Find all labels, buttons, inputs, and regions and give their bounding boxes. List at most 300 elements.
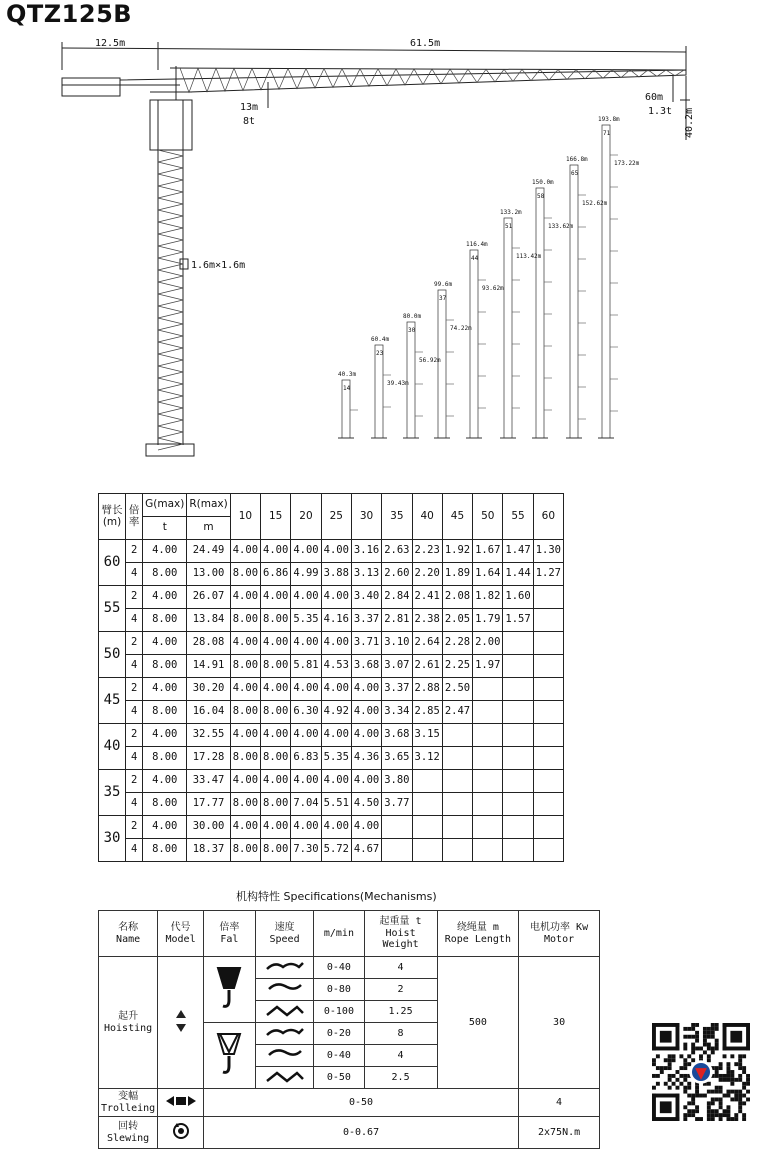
rmax-cell: 14.91 xyxy=(187,655,230,678)
fall-cell: 2 xyxy=(126,816,143,839)
mast-truss-member xyxy=(158,234,183,246)
load-cell: 4.00 xyxy=(351,816,381,839)
fall-cell: 4 xyxy=(126,839,143,862)
load-cell xyxy=(503,655,533,678)
load-cell xyxy=(442,770,472,793)
load-header-row xyxy=(99,494,564,517)
mast-truss-member xyxy=(158,378,183,390)
load-cell: 2.00 xyxy=(473,632,503,655)
load-cell: 2.38 xyxy=(412,609,442,632)
hdr-r-unit: m xyxy=(187,517,230,540)
load-cell: 4.00 xyxy=(321,678,351,701)
load-cell: 4.00 xyxy=(261,816,291,839)
load-cell: 4.00 xyxy=(351,724,381,747)
load-cell: 7.30 xyxy=(291,839,321,862)
mast-truss-member xyxy=(158,306,183,318)
mast-truss-member xyxy=(158,246,183,258)
tower-height-label: 133.2m xyxy=(500,209,522,216)
mast-truss-member xyxy=(158,342,183,354)
hdr-rope-en: Rope Length xyxy=(444,933,511,945)
load-cell xyxy=(533,701,563,724)
tower-config xyxy=(338,371,358,438)
tower-section-count: 65 xyxy=(571,170,579,177)
jib-truss-member xyxy=(378,69,396,86)
table-row xyxy=(99,540,564,563)
load-cell: 2.25 xyxy=(442,655,472,678)
table-row xyxy=(99,563,564,586)
hdr-rmax: R(max) xyxy=(187,494,230,517)
load-cell: 1.92 xyxy=(442,540,472,563)
load-cell: 4.00 xyxy=(230,724,260,747)
load-cell: 8.00 xyxy=(230,701,260,724)
fall-cell: 4 xyxy=(126,609,143,632)
load-cell: 3.88 xyxy=(321,563,351,586)
load-cell: 4.00 xyxy=(230,586,260,609)
fall-cell: 4 xyxy=(126,655,143,678)
jib-truss-member xyxy=(360,69,378,86)
tower-mast xyxy=(602,125,610,438)
load-cell xyxy=(412,816,442,839)
speed-icon-4 xyxy=(265,1025,305,1039)
table-row xyxy=(99,701,564,724)
load-cell: 4.00 xyxy=(351,701,381,724)
load-cell: 2.60 xyxy=(382,563,412,586)
tower-mast xyxy=(570,165,578,438)
load-cell: 8.00 xyxy=(261,655,291,678)
load-cell: 2.08 xyxy=(442,586,472,609)
tower-section-count: 14 xyxy=(343,385,351,392)
jib-truss-member xyxy=(270,68,288,89)
load-cell: 3.07 xyxy=(382,655,412,678)
jib-length-label: 61.5m xyxy=(410,38,441,49)
hoist-motor: 30 xyxy=(519,957,600,1089)
load-root-weight-label: 8t xyxy=(243,116,256,127)
hdr-radius: 35 xyxy=(382,494,412,540)
jib-truss-member xyxy=(180,68,198,92)
mast-truss-member xyxy=(158,402,183,414)
load-cell xyxy=(473,747,503,770)
jib-truss-member xyxy=(576,70,594,79)
hdr-radius: 10 xyxy=(230,494,260,540)
table-row xyxy=(99,724,564,747)
table-row xyxy=(99,609,564,632)
two-fall-hook-icon xyxy=(214,964,244,1012)
mast-truss-member xyxy=(158,318,183,330)
hoist-weight-5: 4 xyxy=(364,1045,437,1067)
load-cell xyxy=(412,793,442,816)
jib-length-cell: 40 xyxy=(99,724,126,770)
load-cell: 3.77 xyxy=(382,793,412,816)
load-cell: 4.00 xyxy=(230,678,260,701)
load-cell: 1.30 xyxy=(533,540,563,563)
load-cell: 3.37 xyxy=(351,609,381,632)
four-fall-hook-icon xyxy=(214,1030,244,1078)
gmax-cell: 8.00 xyxy=(143,793,187,816)
load-cell: 5.51 xyxy=(321,793,351,816)
load-cell xyxy=(533,724,563,747)
load-cell: 1.27 xyxy=(533,563,563,586)
jib-length-cell: 30 xyxy=(99,816,126,862)
load-cell xyxy=(533,655,563,678)
load-cell: 4.16 xyxy=(321,609,351,632)
tower-tie-height-label: 93.62m xyxy=(482,285,504,292)
hdr-radius: 60 xyxy=(533,494,563,540)
hdr-fall: 倍率 xyxy=(126,494,143,540)
load-cell: 3.40 xyxy=(351,586,381,609)
load-cell: 4.92 xyxy=(321,701,351,724)
hdr-radius: 45 xyxy=(442,494,472,540)
mast-truss-member xyxy=(158,354,183,366)
hoist-weight-1: 4 xyxy=(364,957,437,979)
tower-mast xyxy=(470,250,478,438)
hdr-radius: 50 xyxy=(473,494,503,540)
tower-mast xyxy=(504,218,512,438)
hdr-weight-en: Hoist Weight xyxy=(382,927,419,951)
hoist-arrows-icon xyxy=(174,1008,188,1034)
tower-config xyxy=(466,241,504,438)
load-cell xyxy=(473,816,503,839)
table-row xyxy=(99,678,564,701)
load-cell xyxy=(503,678,533,701)
load-cell: 4.99 xyxy=(291,563,321,586)
mast-truss-member xyxy=(158,162,183,174)
load-cell: 3.68 xyxy=(351,655,381,678)
load-cell xyxy=(503,816,533,839)
tower-config xyxy=(532,179,574,438)
hoist-speed-1: 0-40 xyxy=(314,957,364,979)
load-cell: 4.00 xyxy=(321,540,351,563)
load-cell: 4.00 xyxy=(261,586,291,609)
gmax-cell: 8.00 xyxy=(143,839,187,862)
tower-config xyxy=(371,336,409,438)
jib-length-cell: 50 xyxy=(99,632,126,678)
load-cell: 4.00 xyxy=(321,770,351,793)
tip-height-label: 40.2m xyxy=(684,107,695,138)
hdr-weight-cn: 起重量 t xyxy=(379,916,422,928)
mast-truss-member xyxy=(158,330,183,342)
slew-row xyxy=(99,1117,600,1149)
hoist-speed-6: 0-50 xyxy=(314,1067,364,1089)
trolley-speed: 0-50 xyxy=(203,1089,518,1117)
hdr-radius: 30 xyxy=(351,494,381,540)
jib-truss-member xyxy=(234,68,252,90)
tower-height-label: 150.0m xyxy=(532,179,554,186)
jib-truss-member xyxy=(252,68,270,90)
hoist-row xyxy=(99,957,600,979)
hdr-motor-cn: 电机功率 Kw xyxy=(530,922,589,933)
load-cell xyxy=(473,793,503,816)
load-cell: 8.00 xyxy=(230,563,260,586)
speed-icon-6 xyxy=(265,1069,305,1083)
load-cell xyxy=(503,747,533,770)
jib-length-cell: 60 xyxy=(99,540,126,586)
hdr-unit: m/min xyxy=(314,911,364,957)
jib-truss-member xyxy=(324,69,342,88)
spec-title: 机构特性 Specifications(Mechanisms) xyxy=(236,890,437,903)
gmax-cell: 8.00 xyxy=(143,609,187,632)
load-cell: 4.00 xyxy=(321,632,351,655)
hdr-g-unit: t xyxy=(143,517,187,540)
load-cell: 4.36 xyxy=(351,747,381,770)
load-cell: 2.64 xyxy=(412,632,442,655)
load-cell xyxy=(442,839,472,862)
tower-config xyxy=(566,156,608,438)
mast-truss-member xyxy=(158,186,183,198)
tower-height-label: 40.3m xyxy=(338,371,357,378)
trolley-name-cn: 变幅 xyxy=(118,1091,139,1102)
load-cell: 2.50 xyxy=(442,678,472,701)
load-cell: 2.88 xyxy=(412,678,442,701)
hdr-radius: 25 xyxy=(321,494,351,540)
load-cell: 2.23 xyxy=(412,540,442,563)
jib-truss-member xyxy=(414,69,432,84)
hoist-weight-3: 1.25 xyxy=(364,1001,437,1023)
tower-tie-height-label: 56.92m xyxy=(419,357,441,364)
jib-length-cell: 45 xyxy=(99,678,126,724)
load-cell xyxy=(442,816,472,839)
fall-cell: 2 xyxy=(126,540,143,563)
load-cell: 4.00 xyxy=(291,586,321,609)
hoist-rope-length: 500 xyxy=(437,957,519,1089)
tower-config xyxy=(500,209,542,438)
rmax-cell: 24.49 xyxy=(187,540,230,563)
tower-section-count: 23 xyxy=(376,350,384,357)
load-cell: 2.47 xyxy=(442,701,472,724)
load-cell: 8.00 xyxy=(230,793,260,816)
load-cell: 4.00 xyxy=(261,724,291,747)
load-cell: 6.83 xyxy=(291,747,321,770)
jib-truss-member xyxy=(216,68,234,91)
load-cell: 4.00 xyxy=(230,770,260,793)
jib-truss-member xyxy=(432,69,450,84)
gmax-cell: 4.00 xyxy=(143,586,187,609)
load-cell: 3.12 xyxy=(412,747,442,770)
mast-truss-member xyxy=(158,258,183,270)
load-cell: 4.00 xyxy=(351,770,381,793)
jib-truss-member xyxy=(288,68,306,88)
jib-truss-member xyxy=(396,69,414,85)
load-cell: 1.60 xyxy=(503,586,533,609)
load-cell xyxy=(533,586,563,609)
load-cell: 3.37 xyxy=(382,678,412,701)
load-cell: 4.50 xyxy=(351,793,381,816)
load-cell: 2.63 xyxy=(382,540,412,563)
load-chart-table xyxy=(98,493,564,862)
load-cell: 4.00 xyxy=(230,816,260,839)
hoist-weight-4: 8 xyxy=(364,1023,437,1045)
load-cell xyxy=(503,632,533,655)
load-cell: 5.81 xyxy=(291,655,321,678)
rmax-cell: 32.55 xyxy=(187,724,230,747)
rmax-cell: 28.08 xyxy=(187,632,230,655)
hoist-speed-3: 0-100 xyxy=(314,1001,364,1023)
slew-rotate-icon xyxy=(171,1121,191,1141)
gmax-cell: 4.00 xyxy=(143,632,187,655)
tower-tie-height-label: 113.42m xyxy=(516,253,542,260)
page-title: QTZ125B xyxy=(6,0,133,28)
mast-truss-member xyxy=(158,174,183,186)
gmax-cell: 4.00 xyxy=(143,540,187,563)
hoist-speed-4: 0-20 xyxy=(314,1023,364,1045)
load-cell: 3.10 xyxy=(382,632,412,655)
load-cell: 8.00 xyxy=(230,609,260,632)
slew-motor: 2x75N.m xyxy=(519,1117,600,1149)
load-cell: 4.00 xyxy=(321,724,351,747)
rmax-cell: 17.77 xyxy=(187,793,230,816)
gmax-cell: 4.00 xyxy=(143,770,187,793)
load-cell: 1.89 xyxy=(442,563,472,586)
load-cell: 4.67 xyxy=(351,839,381,862)
load-cell xyxy=(533,793,563,816)
load-cell: 8.00 xyxy=(230,747,260,770)
tower-section-count: 30 xyxy=(408,327,416,334)
load-cell: 8.00 xyxy=(230,839,260,862)
load-cell: 4.00 xyxy=(261,632,291,655)
gmax-cell: 8.00 xyxy=(143,655,187,678)
load-cell xyxy=(503,793,533,816)
rmax-cell: 18.37 xyxy=(187,839,230,862)
tower-tie-height-label: 152.62m xyxy=(582,200,608,207)
hdr-gmax: G(max) xyxy=(143,494,187,517)
load-cell xyxy=(503,701,533,724)
tower-height-label: 116.4m xyxy=(466,241,488,248)
load-cell: 4.00 xyxy=(230,540,260,563)
load-cell: 3.15 xyxy=(412,724,442,747)
gmax-cell: 8.00 xyxy=(143,701,187,724)
jib-back-length-label: 12.5m xyxy=(95,38,126,49)
load-cell xyxy=(382,839,412,862)
jib-truss-member xyxy=(486,69,504,82)
qr-code-icon xyxy=(652,1023,750,1121)
hoist-speed-2: 0-80 xyxy=(314,979,364,1001)
gmax-cell: 8.00 xyxy=(143,563,187,586)
load-cell: 4.00 xyxy=(321,586,351,609)
speed-icon-1 xyxy=(265,959,305,973)
load-cell: 5.35 xyxy=(321,747,351,770)
load-cell: 1.47 xyxy=(503,540,533,563)
load-cell: 1.57 xyxy=(503,609,533,632)
table-row xyxy=(99,632,564,655)
load-cell xyxy=(533,816,563,839)
hdr-fall-en: Fal xyxy=(220,933,239,945)
gmax-cell: 4.00 xyxy=(143,678,187,701)
fall-cell: 4 xyxy=(126,563,143,586)
load-cell: 4.00 xyxy=(291,678,321,701)
hdr-radius: 40 xyxy=(412,494,442,540)
mast-truss-member xyxy=(158,210,183,222)
load-cell: 4.00 xyxy=(291,540,321,563)
trolley-motor: 4 xyxy=(519,1089,600,1117)
jib-length-cell: 35 xyxy=(99,770,126,816)
trolley-row xyxy=(99,1089,600,1117)
hoist-weight-6: 2.5 xyxy=(364,1067,437,1089)
load-root-label: 13m xyxy=(240,102,259,113)
rmax-cell: 13.84 xyxy=(187,609,230,632)
hdr-model-cn: 代号 xyxy=(170,922,191,933)
hdr-jib: 臂长(m) xyxy=(99,494,126,540)
mast-truss-member xyxy=(158,270,183,282)
load-cell: 1.97 xyxy=(473,655,503,678)
load-cell xyxy=(533,747,563,770)
load-cell: 2.20 xyxy=(412,563,442,586)
hdr-name-cn: 名称 xyxy=(118,922,139,933)
jib-truss-member xyxy=(198,68,216,92)
load-cell: 4.00 xyxy=(291,724,321,747)
load-cell xyxy=(442,747,472,770)
mast-truss-member xyxy=(158,294,183,306)
load-cell: 1.79 xyxy=(473,609,503,632)
load-cell: 1.67 xyxy=(473,540,503,563)
load-cell: 3.80 xyxy=(382,770,412,793)
fall-cell: 4 xyxy=(126,747,143,770)
slew-name-cn: 回转 xyxy=(118,1121,139,1132)
hoist-speed-5: 0-40 xyxy=(314,1045,364,1067)
tower-tie-height-label: 39.43m xyxy=(387,380,409,387)
load-cell xyxy=(473,701,503,724)
jib-truss-member xyxy=(504,69,522,81)
load-cell: 4.00 xyxy=(351,678,381,701)
speed-icon-5 xyxy=(265,1047,305,1061)
tower-tie-height-label: 74.22m xyxy=(450,325,472,332)
load-cell: 4.00 xyxy=(291,770,321,793)
jib-truss-member xyxy=(540,69,558,80)
tower-section-count: 51 xyxy=(505,223,513,230)
tower-section-count: 71 xyxy=(603,130,611,137)
tower-tie-height-label: 133.62m xyxy=(548,223,574,230)
hdr-speed-cn: 速度 xyxy=(274,922,295,933)
trolley-arrows-icon xyxy=(164,1095,198,1107)
load-cell: 3.34 xyxy=(382,701,412,724)
mast-truss-member xyxy=(158,150,183,162)
tower-height-label: 80.0m xyxy=(403,313,422,320)
hdr-radius: 55 xyxy=(503,494,533,540)
tower-height-label: 60.4m xyxy=(371,336,390,343)
jib-truss-member xyxy=(522,69,540,80)
load-cell: 2.85 xyxy=(412,701,442,724)
load-cell xyxy=(503,770,533,793)
table-row xyxy=(99,747,564,770)
tower-section-count: 37 xyxy=(439,295,447,302)
load-cell xyxy=(533,770,563,793)
tower-height-label: 193.8m xyxy=(598,116,620,123)
load-cell xyxy=(533,632,563,655)
load-cell: 4.00 xyxy=(261,678,291,701)
load-cell xyxy=(533,609,563,632)
tower-mast xyxy=(536,188,544,438)
jib-length-cell: 55 xyxy=(99,586,126,632)
load-cell: 3.68 xyxy=(382,724,412,747)
mast-truss-member xyxy=(158,198,183,210)
load-cell xyxy=(503,839,533,862)
load-cell: 4.00 xyxy=(261,540,291,563)
hoisting-name-en: Hoisting xyxy=(104,1022,153,1034)
rmax-cell: 16.04 xyxy=(187,701,230,724)
jib-truss-member xyxy=(450,69,468,83)
spec-table xyxy=(98,910,600,1149)
load-cell: 4.00 xyxy=(321,816,351,839)
fall-cell: 2 xyxy=(126,678,143,701)
tower-tie-height-label: 173.22m xyxy=(614,160,640,167)
jib-truss-member xyxy=(468,69,486,82)
load-cell xyxy=(412,839,442,862)
rmax-cell: 26.07 xyxy=(187,586,230,609)
crane-diagram xyxy=(0,0,773,470)
load-cell: 4.53 xyxy=(321,655,351,678)
jib-truss-member xyxy=(558,70,576,80)
section-size-label: 1.6m×1.6m xyxy=(191,260,246,271)
mast-truss-member xyxy=(158,282,183,294)
load-cell: 2.41 xyxy=(412,586,442,609)
